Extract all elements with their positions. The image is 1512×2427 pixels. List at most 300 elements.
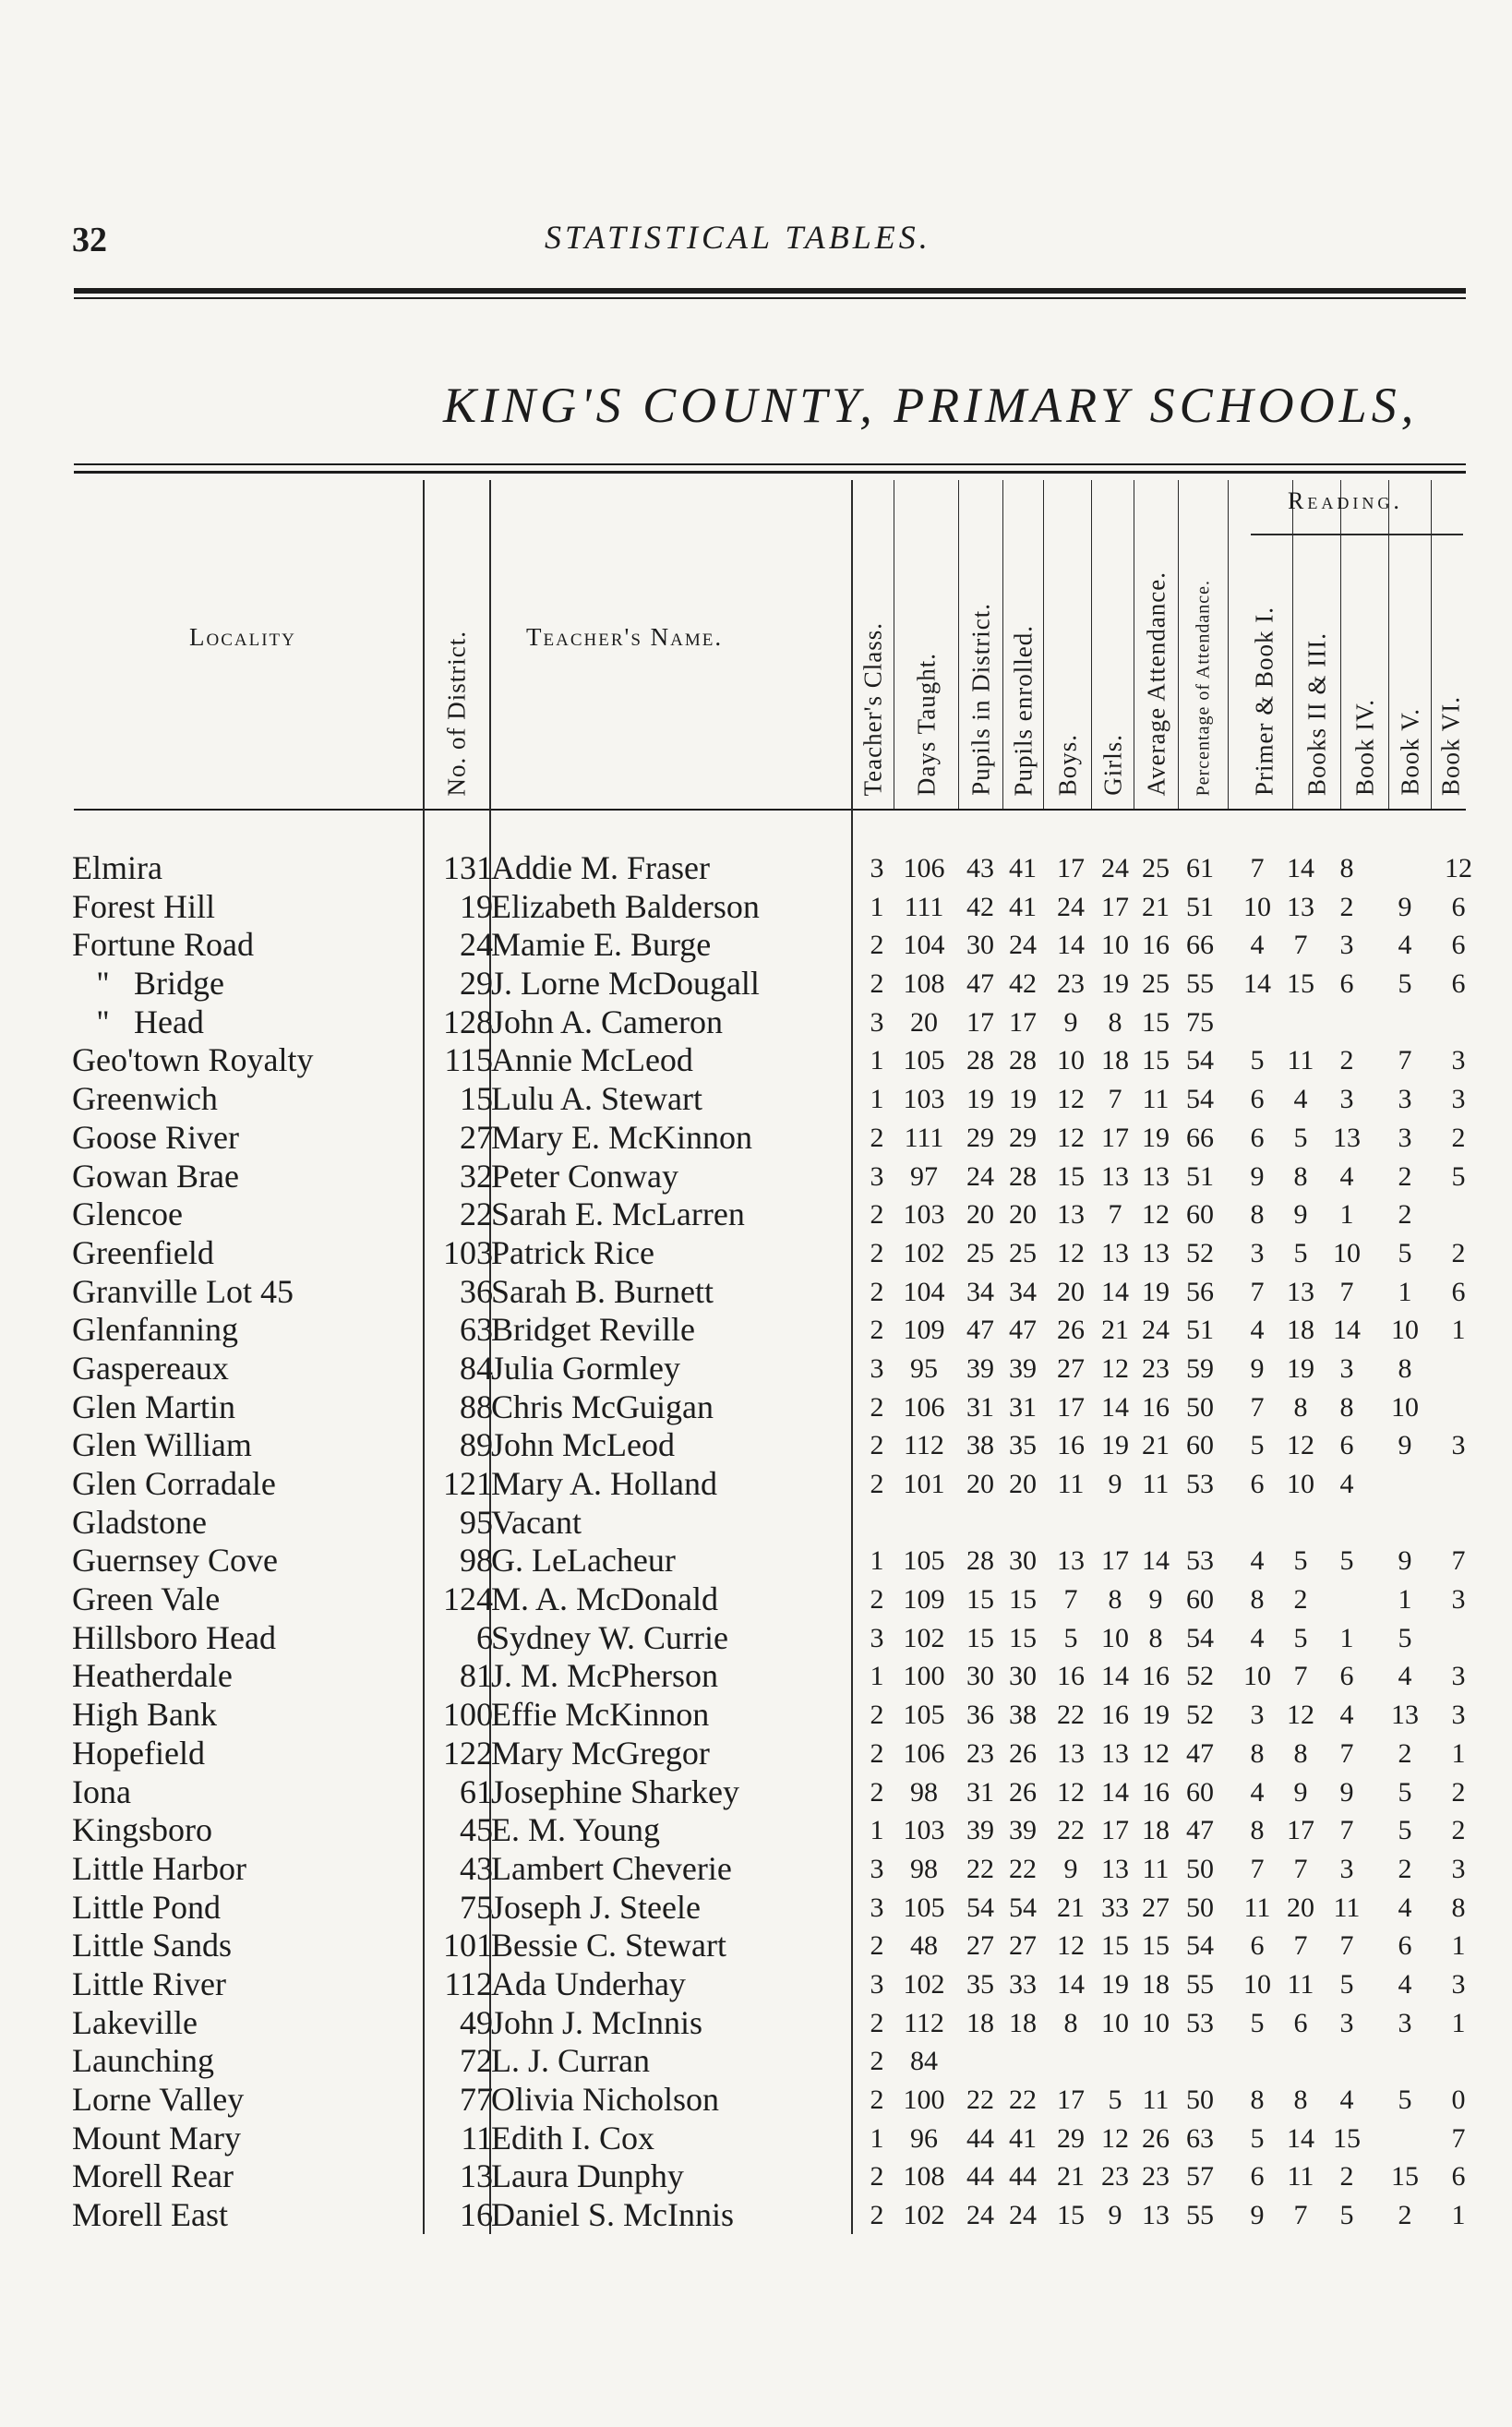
book5-cell: 5: [1398, 1237, 1412, 1268]
teacher-class-cell: 2: [870, 1930, 884, 1962]
days-taught-cell: 104: [903, 1276, 945, 1307]
percentage-attendance-cell: 50: [1186, 1391, 1214, 1423]
rule-days-right: [958, 480, 959, 809]
teacher-cell: J. Lorne McDougall: [491, 965, 760, 1003]
teacher-cell: Peter Conway: [491, 1157, 678, 1195]
books-2-3-cell: 18: [1287, 1315, 1314, 1346]
book5-cell: 2: [1398, 2200, 1412, 2231]
average-attendance-cell: 16: [1142, 1776, 1170, 1808]
boys-cell: 17: [1057, 853, 1085, 883]
days-taught-cell: 104: [903, 930, 945, 961]
boys-cell: 9: [1063, 1853, 1078, 1884]
days-taught-cell: 103: [903, 1084, 945, 1115]
running-head: STATISTICAL TABLES.: [545, 219, 931, 256]
book6-cell: 3: [1451, 1661, 1466, 1692]
rule-enrolled-right: [1043, 480, 1044, 809]
district-cell: 100: [443, 1696, 493, 1734]
table-row: [0, 888, 1512, 927]
girls-cell: 8: [1108, 1006, 1122, 1038]
days-taught-cell: 102: [903, 2200, 945, 2231]
average-attendance-cell: 15: [1142, 1006, 1170, 1038]
book5-cell: 1: [1398, 1276, 1412, 1307]
average-attendance-cell: 21: [1142, 1430, 1170, 1461]
pupils-enrolled-cell: 35: [1009, 1430, 1037, 1461]
boys-cell: 5: [1063, 1622, 1078, 1653]
locality-cell: Glen Corradale: [72, 1465, 276, 1502]
girls-cell: 5: [1108, 2085, 1122, 2115]
teacher-class-cell: 2: [870, 930, 884, 961]
pupils-enrolled-cell: 20: [1009, 1469, 1037, 1499]
teacher-cell: G. LeLacheur: [491, 1542, 676, 1580]
table-row: [0, 1350, 1512, 1388]
locality-cell: Elmira: [72, 849, 162, 886]
percentage-attendance-cell: 52: [1186, 1661, 1214, 1692]
books-2-3-cell: 2: [1293, 1584, 1308, 1616]
header-boys: Boys.: [1053, 733, 1082, 796]
locality-cell: Heatherdale: [72, 1657, 233, 1695]
teacher-class-cell: 1: [870, 891, 884, 922]
locality-cell: Green Vale: [72, 1580, 221, 1618]
boys-cell: 22: [1057, 1815, 1085, 1846]
district-cell: 128: [443, 1003, 493, 1040]
girls-cell: 19: [1101, 1430, 1129, 1461]
book4-cell: 3: [1339, 1352, 1354, 1384]
table-row: [0, 1388, 1512, 1427]
books-2-3-cell: 17: [1287, 1815, 1314, 1846]
book6-cell: 2: [1451, 1237, 1466, 1268]
percentage-attendance-cell: 51: [1186, 1160, 1214, 1192]
book4-cell: 5: [1339, 1968, 1354, 2000]
book6-cell: 3: [1451, 1700, 1466, 1731]
pupils-enrolled-cell: 33: [1009, 1968, 1037, 2000]
girls-cell: 16: [1101, 1700, 1129, 1731]
pupils-in-district-cell: 43: [966, 853, 994, 883]
district-cell: 43: [460, 1849, 493, 1887]
pupils-in-district-cell: 54: [966, 1892, 994, 1923]
boys-cell: 29: [1057, 2122, 1085, 2154]
teacher-cell: E. M. Young: [491, 1811, 661, 1849]
books-2-3-cell: 14: [1287, 853, 1314, 883]
teacher-class-cell: 2: [870, 1391, 884, 1423]
books-2-3-cell: 7: [1293, 1930, 1308, 1962]
book4-cell: 6: [1339, 968, 1354, 1000]
pupils-in-district-cell: 44: [966, 2161, 994, 2193]
table-body: [0, 849, 1512, 2235]
average-attendance-cell: 13: [1142, 2200, 1170, 2231]
teacher-cell: J. M. McPherson: [491, 1657, 719, 1695]
girls-cell: 14: [1101, 1661, 1129, 1692]
teacher-cell: John McLeod: [491, 1426, 675, 1464]
locality-cell: Glencoe: [72, 1195, 183, 1233]
book4-cell: 6: [1339, 1430, 1354, 1461]
pupils-enrolled-cell: 30: [1009, 1545, 1037, 1577]
days-taught-cell: 102: [903, 1968, 945, 2000]
teacher-class-cell: 1: [870, 2122, 884, 2154]
teacher-cell: Edith I. Cox: [491, 2119, 654, 2157]
books-2-3-cell: 8: [1293, 2085, 1308, 2115]
book5-cell: 5: [1398, 968, 1412, 1000]
pupils-enrolled-cell: 22: [1009, 2085, 1037, 2115]
table-row: [0, 965, 1512, 1003]
girls-cell: 12: [1101, 2122, 1129, 2154]
primer-book1-cell: 10: [1243, 1968, 1271, 2000]
pupils-enrolled-cell: 24: [1009, 2200, 1037, 2231]
girls-cell: 15: [1101, 1930, 1129, 1962]
book5-cell: 5: [1398, 1815, 1412, 1846]
teacher-class-cell: 2: [870, 1737, 884, 1769]
teacher-cell: L. J. Curran: [491, 2042, 650, 2080]
pupils-enrolled-cell: 27: [1009, 1930, 1037, 1962]
girls-cell: 23: [1101, 2161, 1129, 2193]
pupils-enrolled-cell: 41: [1009, 891, 1037, 922]
locality-cell: Launching: [72, 2042, 214, 2080]
book5-cell: 5: [1398, 2085, 1412, 2115]
boys-cell: 20: [1057, 1276, 1085, 1307]
table-row: [0, 2157, 1512, 2196]
book5-cell: 2: [1398, 1160, 1412, 1192]
book6-cell: 8: [1451, 1892, 1466, 1923]
pupils-enrolled-cell: 39: [1009, 1352, 1037, 1384]
girls-cell: 12: [1101, 1352, 1129, 1384]
percentage-attendance-cell: 52: [1186, 1237, 1214, 1268]
book5-cell: 9: [1398, 1430, 1412, 1461]
book4-cell: 7: [1339, 1276, 1354, 1307]
locality-cell: Hopefield: [72, 1734, 205, 1772]
days-taught-cell: 109: [903, 1315, 945, 1346]
days-taught-cell: 112: [904, 2007, 944, 2038]
teacher-class-cell: 2: [870, 968, 884, 1000]
book6-cell: 7: [1451, 2122, 1466, 2154]
district-cell: 112: [444, 1964, 493, 2002]
girls-cell: 17: [1101, 1545, 1129, 1577]
books-2-3-cell: 11: [1287, 1045, 1314, 1076]
percentage-attendance-cell: 54: [1186, 1622, 1214, 1653]
primer-book1-cell: 6: [1250, 1084, 1265, 1115]
teacher-cell: Ada Underhay: [491, 1964, 686, 2002]
average-attendance-cell: 26: [1142, 2122, 1170, 2154]
book6-cell: 6: [1451, 968, 1466, 1000]
percentage-attendance-cell: 60: [1186, 1199, 1214, 1231]
primer-book1-cell: 9: [1250, 1160, 1265, 1192]
district-cell: 63: [460, 1311, 493, 1349]
rule-pupils-right: [1002, 480, 1003, 809]
average-attendance-cell: 11: [1142, 2085, 1170, 2115]
average-attendance-cell: 10: [1142, 2007, 1170, 2038]
book4-cell: 7: [1339, 1737, 1354, 1769]
book4-cell: 7: [1339, 1930, 1354, 1962]
teacher-cell: Sarah B. Burnett: [491, 1272, 714, 1310]
days-taught-cell: 103: [903, 1815, 945, 1846]
books-2-3-cell: 13: [1287, 891, 1314, 922]
pupils-enrolled-cell: 15: [1009, 1584, 1037, 1616]
pupils-enrolled-cell: 28: [1009, 1160, 1037, 1192]
header-primer-book1: Primer & Book I.: [1250, 607, 1278, 796]
book5-cell: 2: [1398, 1737, 1412, 1769]
percentage-attendance-cell: 51: [1186, 891, 1214, 922]
rule-primer-right: [1292, 480, 1293, 809]
percentage-attendance-cell: 53: [1186, 2007, 1214, 2038]
percentage-attendance-cell: 63: [1186, 2122, 1214, 2154]
percentage-attendance-cell: 59: [1186, 1352, 1214, 1384]
percentage-attendance-cell: 50: [1186, 1892, 1214, 1923]
average-attendance-cell: 19: [1142, 1276, 1170, 1307]
table-row: [0, 1965, 1512, 2004]
teacher-class-cell: 3: [870, 1006, 884, 1038]
books-2-3-cell: 8: [1293, 1160, 1308, 1192]
table-row: [0, 926, 1512, 965]
pupils-enrolled-cell: 19: [1009, 1084, 1037, 1115]
book6-cell: 1: [1451, 1737, 1466, 1769]
pupils-enrolled-cell: 34: [1009, 1276, 1037, 1307]
average-attendance-cell: 13: [1142, 1160, 1170, 1192]
table-row: [0, 1927, 1512, 1965]
table-row: [0, 2004, 1512, 2043]
percentage-attendance-cell: 75: [1186, 1006, 1214, 1038]
primer-book1-cell: 4: [1250, 1776, 1265, 1808]
book6-cell: 2: [1451, 1122, 1466, 1153]
days-taught-cell: 102: [903, 1622, 945, 1653]
teacher-class-cell: 3: [870, 1892, 884, 1923]
locality-cell: Little Sands: [72, 1927, 232, 1964]
district-cell: 89: [460, 1426, 493, 1464]
books-2-3-cell: 19: [1287, 1352, 1314, 1384]
pupils-enrolled-cell: 42: [1009, 968, 1037, 1000]
locality-cell: Iona: [72, 1772, 131, 1810]
percentage-attendance-cell: 66: [1186, 1122, 1214, 1153]
book5-cell: 10: [1391, 1315, 1419, 1346]
locality-cell: Greenfield: [72, 1233, 214, 1271]
table-top-rule-2: [74, 471, 1466, 474]
teacher-cell: John J. McInnis: [491, 2003, 703, 2041]
book4-cell: 15: [1333, 2122, 1361, 2154]
teacher-cell: Patrick Rice: [491, 1233, 654, 1271]
average-attendance-cell: 19: [1142, 1700, 1170, 1731]
book4-cell: 13: [1333, 1122, 1361, 1153]
book6-cell: 0: [1451, 2085, 1466, 2115]
book4-cell: 10: [1333, 1237, 1361, 1268]
district-cell: 72: [460, 2042, 493, 2080]
table-row: [0, 1773, 1512, 1812]
pupils-in-district-cell: 24: [966, 1160, 994, 1192]
district-cell: 101: [443, 1927, 493, 1964]
table-row: [0, 1234, 1512, 1273]
pupils-enrolled-cell: 29: [1009, 1122, 1037, 1153]
district-cell: 88: [460, 1388, 493, 1425]
locality-cell: High Bank: [72, 1696, 217, 1734]
primer-book1-cell: 8: [1250, 2085, 1265, 2115]
pupils-in-district-cell: 35: [966, 1968, 994, 2000]
girls-cell: 7: [1108, 1199, 1122, 1231]
locality-cell: Granville Lot 45: [72, 1272, 294, 1310]
days-taught-cell: 108: [903, 2161, 945, 2193]
table-row: [0, 1542, 1512, 1580]
percentage-attendance-cell: 60: [1186, 1584, 1214, 1616]
pupils-in-district-cell: 44: [966, 2122, 994, 2154]
district-cell: 115: [444, 1041, 493, 1079]
teacher-class-cell: 2: [870, 1776, 884, 1808]
book4-cell: 5: [1339, 1545, 1354, 1577]
rule-b23-right: [1340, 480, 1341, 809]
days-taught-cell: 112: [904, 1430, 944, 1461]
pupils-in-district-cell: 20: [966, 1469, 994, 1499]
girls-cell: 14: [1101, 1776, 1129, 1808]
boys-cell: 11: [1057, 1469, 1085, 1499]
books-2-3-cell: 11: [1287, 1968, 1314, 2000]
header-pupils-in-district: Pupils in District.: [966, 603, 995, 796]
district-cell: 6: [476, 1618, 493, 1656]
boys-cell: 17: [1057, 1391, 1085, 1423]
book4-cell: 1: [1339, 1199, 1354, 1231]
boys-cell: 14: [1057, 930, 1085, 961]
district-cell: 13: [460, 2157, 493, 2195]
pupils-in-district-cell: 39: [966, 1352, 994, 1384]
table-row: [0, 1696, 1512, 1735]
average-attendance-cell: 27: [1142, 1892, 1170, 1923]
teacher-class-cell: 2: [870, 2085, 884, 2115]
teacher-cell: Joseph J. Steele: [491, 1888, 701, 1926]
days-taught-cell: 96: [910, 2122, 938, 2154]
table-row: [0, 1850, 1512, 1889]
district-cell: 95: [460, 1503, 493, 1541]
pupils-in-district-cell: 19: [966, 1084, 994, 1115]
teacher-class-cell: 2: [870, 2007, 884, 2038]
header-days-taught: Days Taught.: [912, 652, 941, 796]
primer-book1-cell: 4: [1250, 930, 1265, 961]
average-attendance-cell: 11: [1142, 1853, 1170, 1884]
locality-cell: Hillsboro Head: [72, 1618, 276, 1656]
teacher-class-cell: 2: [870, 1199, 884, 1231]
pupils-in-district-cell: 28: [966, 1545, 994, 1577]
average-attendance-cell: 16: [1142, 930, 1170, 961]
pupils-enrolled-cell: 24: [1009, 930, 1037, 961]
days-taught-cell: 100: [903, 1661, 945, 1692]
percentage-attendance-cell: 54: [1186, 1930, 1214, 1962]
book6-cell: 3: [1451, 1430, 1466, 1461]
teacher-class-cell: 2: [870, 2161, 884, 2193]
pupils-in-district-cell: 39: [966, 1815, 994, 1846]
books-2-3-cell: 7: [1293, 1661, 1308, 1692]
teacher-cell: Lulu A. Stewart: [491, 1080, 702, 1118]
pupils-enrolled-cell: 38: [1009, 1700, 1037, 1731]
primer-book1-cell: 5: [1250, 1045, 1265, 1076]
teacher-cell: Effie McKinnon: [491, 1696, 710, 1734]
book6-cell: 5: [1451, 1160, 1466, 1192]
boys-cell: 17: [1057, 2085, 1085, 2115]
girls-cell: 7: [1108, 1084, 1122, 1115]
primer-book1-cell: 5: [1250, 2007, 1265, 2038]
percentage-attendance-cell: 47: [1186, 1737, 1214, 1769]
header-pupils-enrolled: Pupils enrolled.: [1009, 624, 1038, 796]
primer-book1-cell: 6: [1250, 1930, 1265, 1962]
district-cell: 77: [460, 2081, 493, 2118]
books-2-3-cell: 5: [1293, 1622, 1308, 1653]
boys-cell: 16: [1057, 1430, 1085, 1461]
book5-cell: 4: [1398, 1892, 1412, 1923]
teacher-class-cell: 2: [870, 1430, 884, 1461]
boys-cell: 24: [1057, 891, 1085, 922]
girls-cell: 10: [1101, 2007, 1129, 2038]
boys-cell: 7: [1063, 1584, 1078, 1616]
book5-cell: 4: [1398, 930, 1412, 961]
book5-cell: 1: [1398, 1584, 1412, 1616]
book6-cell: 2: [1451, 1776, 1466, 1808]
locality-cell: Glenfanning: [72, 1311, 238, 1349]
pupils-in-district-cell: 20: [966, 1199, 994, 1231]
books-2-3-cell: 8: [1293, 1391, 1308, 1423]
pupils-in-district-cell: 18: [966, 2007, 994, 2038]
table-row: [0, 1273, 1512, 1312]
book4-cell: 8: [1339, 1391, 1354, 1423]
table-row: [0, 1504, 1512, 1543]
table-row: [0, 1889, 1512, 1928]
book5-cell: 4: [1398, 1661, 1412, 1692]
boys-cell: 12: [1057, 1122, 1085, 1153]
table-row: [0, 1195, 1512, 1234]
book6-cell: 1: [1451, 1930, 1466, 1962]
girls-cell: 17: [1101, 891, 1129, 922]
average-attendance-cell: 13: [1142, 1237, 1170, 1268]
locality-cell: Glen Martin: [72, 1388, 235, 1425]
percentage-attendance-cell: 55: [1186, 968, 1214, 1000]
locality-cell: Glen William: [72, 1426, 252, 1464]
locality-cell: Gowan Brae: [72, 1157, 239, 1195]
book6-cell: 6: [1451, 891, 1466, 922]
locality-cell: Lakeville: [72, 2003, 198, 2041]
days-taught-cell: 95: [910, 1352, 938, 1384]
district-cell: 29: [460, 965, 493, 1003]
book4-cell: 2: [1339, 2161, 1354, 2193]
locality-cell: '' Head: [72, 1003, 204, 1040]
average-attendance-cell: 25: [1142, 968, 1170, 1000]
average-attendance-cell: 15: [1142, 1045, 1170, 1076]
book6-cell: 3: [1451, 1853, 1466, 1884]
books-2-3-cell: 11: [1287, 2161, 1314, 2193]
district-cell: 19: [460, 887, 493, 925]
primer-book1-cell: 8: [1250, 1737, 1265, 1769]
days-taught-cell: 108: [903, 968, 945, 1000]
books-2-3-cell: 7: [1293, 2200, 1308, 2231]
days-taught-cell: 111: [904, 891, 944, 922]
teacher-cell: Mamie E. Burge: [491, 926, 712, 964]
teacher-cell: Josephine Sharkey: [491, 1772, 739, 1810]
percentage-attendance-cell: 55: [1186, 2200, 1214, 2231]
primer-book1-cell: 5: [1250, 2122, 1265, 2154]
primer-book1-cell: 4: [1250, 1315, 1265, 1346]
book5-cell: 3: [1398, 1122, 1412, 1153]
book5-cell: 4: [1398, 1968, 1412, 2000]
pupils-in-district-cell: 47: [966, 1315, 994, 1346]
teacher-cell: Sydney W. Currie: [491, 1618, 728, 1656]
table-row: [0, 2081, 1512, 2120]
pupils-in-district-cell: 22: [966, 2085, 994, 2115]
book4-cell: 7: [1339, 1815, 1354, 1846]
book4-cell: 3: [1339, 2007, 1354, 2038]
average-attendance-cell: 23: [1142, 2161, 1170, 2193]
teacher-cell: Annie McLeod: [491, 1041, 693, 1079]
average-attendance-cell: 23: [1142, 1352, 1170, 1384]
teacher-cell: Bridget Reville: [491, 1311, 695, 1349]
top-rule-thin: [74, 297, 1466, 299]
table-row: [0, 1426, 1512, 1465]
book6-cell: 1: [1451, 1315, 1466, 1346]
teacher-cell: Addie M. Fraser: [491, 849, 710, 886]
district-cell: 32: [460, 1157, 493, 1195]
header-books-2-3: Books II & III.: [1302, 632, 1331, 796]
girls-cell: 21: [1101, 1315, 1129, 1346]
locality-cell: Guernsey Cove: [72, 1542, 278, 1580]
header-locality: Locality: [189, 623, 296, 651]
boys-cell: 13: [1057, 1199, 1085, 1231]
